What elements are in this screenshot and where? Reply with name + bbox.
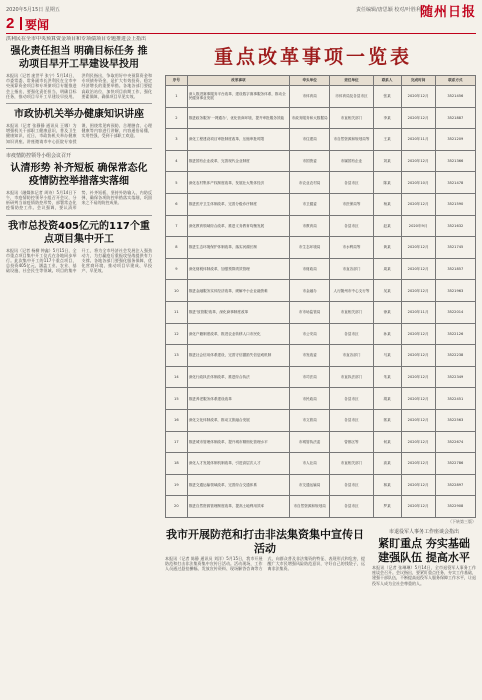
- reform-item: 推进社会信用体系建设，完善守信激励失信惩戒机制: [187, 345, 289, 367]
- divider: [6, 103, 152, 104]
- story-headline: 我市总投资405亿元的117个重点项目集中开工: [8, 220, 150, 245]
- column-header: 联系人: [373, 76, 401, 86]
- responsible-unit: 市自然资源和规划局等: [330, 129, 373, 151]
- lead-unit: 市农业农村局: [289, 172, 329, 194]
- table-row: [166, 453, 476, 475]
- lead-unit: 市司法局: [289, 366, 329, 388]
- row-number: 1: [166, 86, 188, 108]
- divider: [6, 215, 152, 216]
- row-number: 7: [166, 215, 188, 237]
- contact-phone: 3522674: [435, 431, 475, 453]
- contact-phone: 3522349: [435, 366, 475, 388]
- table-row: [166, 474, 476, 496]
- row-number: 3: [166, 129, 188, 151]
- story-kicker: 市疫情防控领导小组会议召开: [6, 152, 72, 159]
- table-row: [166, 258, 476, 280]
- row-number: 15: [166, 388, 188, 410]
- table-row: [166, 323, 476, 345]
- row-number: 6: [166, 193, 188, 215]
- contact-person: 郭某: [373, 409, 401, 431]
- lead-unit: 市文旅局: [289, 409, 329, 431]
- table-row: [166, 215, 476, 237]
- row-number: 10: [166, 280, 188, 302]
- responsible-unit: 市直执法部门: [330, 366, 373, 388]
- row-number: 16: [166, 409, 188, 431]
- reform-item: 深化行政执法体制改革，推进综合执法: [187, 366, 289, 388]
- contact-phone: 3522126: [435, 323, 475, 345]
- lead-unit: 市财政局: [289, 258, 329, 280]
- contact-person: 高某: [373, 453, 401, 475]
- deadline: 2020年12月: [401, 366, 435, 388]
- responsible-unit: 各县市区: [330, 172, 373, 194]
- deadline: 2020年12月: [401, 474, 435, 496]
- continued-note: （下转第三版）: [448, 519, 476, 524]
- deadline: 2020年12月: [401, 409, 435, 431]
- table-row: [166, 172, 476, 194]
- deadline: 2020年12月: [401, 431, 435, 453]
- table-row: [166, 237, 476, 259]
- deadline: 2020年12月: [401, 258, 435, 280]
- reform-item: 深化人才发展体制机制改革，引进高层次人才: [187, 453, 289, 475]
- deadline: 2020年12月: [401, 193, 435, 215]
- responsible-unit: 市直各部门: [330, 345, 373, 367]
- contact-phone: 3521366: [435, 150, 475, 172]
- lead-unit: 市金融办: [289, 280, 329, 302]
- reform-item: 推进交通运输领域改革，完善综合交通体系: [187, 474, 289, 496]
- story-headline: 紧盯重点 夯实基础 建强队伍 提高水平: [378, 537, 470, 564]
- responsible-unit: 市医保局等: [330, 193, 373, 215]
- contact-phone: 3521632: [435, 215, 475, 237]
- lead-unit: 市发改委: [289, 345, 329, 367]
- contact-person: 马某: [373, 345, 401, 367]
- table-row: [166, 150, 476, 172]
- deadline: 2020年12月: [401, 388, 435, 410]
- story-key-projects: [6, 220, 152, 274]
- row-number: 18: [166, 453, 188, 475]
- deadline: 2020年12月: [401, 150, 435, 172]
- contact-phone: 3522014: [435, 301, 475, 323]
- column-header: 牵头单位: [289, 76, 329, 86]
- responsible-unit: 各县市区: [330, 409, 373, 431]
- reform-item: 深化工程建设项目审批制度改革，压缩审批时限: [187, 129, 289, 151]
- row-number: 11: [166, 301, 188, 323]
- reform-item: 推进政务服务'一网通办'，优化营商环境，提升审批服务效能: [187, 107, 289, 129]
- lead-unit: 市卫健委: [289, 193, 329, 215]
- lead-unit: 市民政局: [289, 388, 329, 410]
- lead-unit: 市自然资源和规划局: [289, 496, 329, 518]
- responsible-unit: 市直相关部门: [330, 107, 373, 129]
- deadline: 2020年12月: [401, 453, 435, 475]
- story-veterans-affairs: [372, 528, 476, 696]
- row-number: 12: [166, 323, 188, 345]
- lead-unit: 市公安局: [289, 323, 329, 345]
- contact-phone: 3521857: [435, 258, 475, 280]
- table-row: [166, 388, 476, 410]
- contact-phone: 3521478: [435, 172, 475, 194]
- contact-person: 吴某: [373, 280, 401, 302]
- contact-person: 林某: [373, 474, 401, 496]
- reform-items-table: [165, 75, 476, 518]
- contact-person: 孙某: [373, 323, 401, 345]
- lead-unit: 市住建局: [289, 129, 329, 151]
- story-body: 本报讯（记者 杨柳 钟鑫）5月15日，全市重点项目集中开工仪式在各地同步举行。此次集中开工的117个重点项目，总投资405亿元，涵盖工业、农业、基础设施、社会民生等领域。项目的集中开工，将为全市经济社会发展注入强劲动力，为打赢疫后重振攻坚战提供有力支撑。各地各部门要强化服务保障，优化营商环境，推动项目早建成、早投产、早见效。: [6, 247, 152, 274]
- reform-item: 深化教育领域综合改革，推进义务教育均衡发展: [187, 215, 289, 237]
- table-row: [166, 193, 476, 215]
- deadline: 2020年12月: [401, 280, 435, 302]
- deadline: 2020年11月: [401, 129, 435, 151]
- row-number: 2: [166, 107, 188, 129]
- row-number: 17: [166, 431, 188, 453]
- deadline: 2020年12月: [401, 496, 435, 518]
- responsible-unit: 市体育局及各县市区: [330, 86, 373, 108]
- contact-phone: 3522897: [435, 474, 475, 496]
- story-project-meeting: [6, 36, 152, 99]
- responsible-unit: 市水利局等: [330, 237, 373, 259]
- contact-phone: 3522563: [435, 409, 475, 431]
- column-header: 联系方式: [435, 76, 475, 86]
- contact-phone: 3521209: [435, 129, 475, 151]
- responsible-unit: 各县市区: [330, 496, 373, 518]
- reform-item: 推进生态环境保护体制改革，落实河湖长制: [187, 237, 289, 259]
- table-row: [166, 301, 476, 323]
- row-number: 4: [166, 150, 188, 172]
- story-headline: 强化责任担当 明确目标任务 推动项目早开工早建设早投用: [10, 46, 148, 70]
- reform-item: 深化财税体制改革，加强预算绩效管理: [187, 258, 289, 280]
- responsible-unit: 各县市区: [330, 474, 373, 496]
- contact-person: 周某: [373, 258, 401, 280]
- reform-item: 推进城市管理体制改革，提升城市精细化管理水平: [187, 431, 289, 453]
- row-number: 13: [166, 345, 188, 367]
- table-row: [166, 129, 476, 151]
- table-header-row: [166, 76, 476, 86]
- divider: [6, 148, 152, 149]
- column-header: 改革事项: [187, 76, 289, 86]
- deadline: 2020年12月: [401, 323, 435, 345]
- row-number: 9: [166, 258, 188, 280]
- column-header: 序号: [166, 76, 188, 86]
- contact-person: 杨某: [373, 193, 401, 215]
- contact-phone: 3522786: [435, 453, 475, 475]
- reform-item: 推进医疗卫生体制改革，完善分级诊疗制度: [187, 193, 289, 215]
- responsible-unit: 市直各部门: [330, 258, 373, 280]
- newspaper-logo: 随州日报: [419, 5, 476, 20]
- contact-person: 张某: [373, 86, 401, 108]
- contact-person: 朱某: [373, 366, 401, 388]
- reform-item: 推进自然资源管理制度改革，提高土地利用效率: [187, 496, 289, 518]
- story-body: 本报讯（融媒体记者 周诗）5月14日下午，市疫情防控领导小组召开会议，分析研判当前疫情防控形势，部署常态化疫情防控工作。会议强调，要认清形势，补齐短板，坚持外防输入、内防反弹，确保各项防控举措落实落细，巩固来之不易的防控成果。: [6, 189, 152, 211]
- story-body: 本报讯（记者 陈静 通讯员 刘洋）5月15日，我市开展防范和打击非法集资集中宣传日活动。活动现场，工作人员通过悬挂横幅、发放宣传资料、现场解答咨询等方式，向群众普及非法集资的特征、表现形式和危害，提醒广大市民增强风险防范意识，守好自己的钱袋子，远离非法集资。: [165, 556, 365, 572]
- story-epidemic-control: [6, 153, 152, 211]
- responsible-unit: 市直相关部门: [330, 301, 373, 323]
- row-number: 5: [166, 172, 188, 194]
- table-row: [166, 431, 476, 453]
- contact-phone: 3522451: [435, 388, 475, 410]
- story-health-lecture: [6, 108, 152, 144]
- row-number: 8: [166, 237, 188, 259]
- feature-title: 重点改革事项一览表: [213, 46, 412, 68]
- table-row: [166, 86, 476, 108]
- section-name: 要闻: [25, 18, 50, 32]
- issue-date: 2020年5月15日 星期五: [6, 7, 60, 13]
- contact-person: 黄某: [373, 237, 401, 259]
- reform-items-table-wrapper: [165, 75, 476, 517]
- lead-unit: 市政务服务和大数据局: [289, 107, 329, 129]
- responsible-unit: 曾都区等: [330, 431, 373, 453]
- contact-person: 胡某: [373, 388, 401, 410]
- contact-phone: 3521745: [435, 237, 475, 259]
- table-row: [166, 409, 476, 431]
- left-column: [6, 36, 152, 696]
- column-header: 责任单位: [330, 76, 373, 86]
- reform-item: 推进'放管服'改革，深化商事制度改革: [187, 301, 289, 323]
- reform-item: 推进养老服务体系建设改革: [187, 388, 289, 410]
- lead-unit: 市生态环境局: [289, 237, 329, 259]
- table-row: [166, 107, 476, 129]
- deadline: 2020年12月: [401, 345, 435, 367]
- deadline: 2020年10月: [401, 172, 435, 194]
- contact-phone: 3521456: [435, 86, 475, 108]
- column-header: 完成时间: [401, 76, 435, 86]
- row-number: 20: [166, 496, 188, 518]
- lead-unit: 市人社局: [289, 453, 329, 475]
- deadline: 2020年12月: [401, 237, 435, 259]
- reform-item: 深入推进赛事服务平台改革，建设数字赛事服务体系，推动全民健身事业发展: [187, 86, 289, 108]
- contact-person: 王某: [373, 129, 401, 151]
- story-kicker: 市退役军人事务工作座谈会指出: [388, 529, 459, 535]
- story-headline: 认清形势 补齐短板 确保常态化疫情防控举措落实落细: [10, 162, 148, 187]
- reform-item: 深化农村集体产权制度改革，发展壮大集体经济: [187, 172, 289, 194]
- responsible-unit: 市直相关部门: [330, 453, 373, 475]
- table-row: [166, 366, 476, 388]
- contact-phone: 3521963: [435, 280, 475, 302]
- contact-phone: 3522908: [435, 496, 475, 518]
- responsible-unit: 各县市区: [330, 323, 373, 345]
- contact-person: 刘某: [373, 150, 401, 172]
- lead-unit: 市市场监管局: [289, 301, 329, 323]
- table-row: [166, 280, 476, 302]
- editor-credits: 责任编辑/唐思颖 校对/叶胜利: [356, 7, 421, 13]
- story-kicker: 洪利民在全市中央预算资金项目和专项债项目专题推进会上指出: [6, 36, 147, 42]
- lead-unit: 市国资委: [289, 150, 329, 172]
- responsible-unit: 人行随州市中心支行等: [330, 280, 373, 302]
- row-number: 19: [166, 474, 188, 496]
- story-body: 本报讯（记者 张静静 通讯员 王娜）为增强机关干部职工健康意识，普及卫生健康知识，近日，市政协机关举办健康知识讲座。讲座邀请市中心医院专家授课，围绕常见病预防、合理膳食、心理健康等内容进行讲解，内容通俗易懂，实用性强，受到干部职工欢迎。: [6, 123, 152, 144]
- responsible-unit: 各县市区: [330, 388, 373, 410]
- contact-person: 罗某: [373, 496, 401, 518]
- deadline: 2020年9月: [401, 215, 435, 237]
- reform-item: 深化户籍制度改革，推进农业转移人口市民化: [187, 323, 289, 345]
- deadline: 2020年11月: [401, 301, 435, 323]
- section-header: [6, 15, 476, 34]
- contact-person: 何某: [373, 431, 401, 453]
- story-body: 本报讯（记者 张琳琳）5月14日，全市退役军人事务工作座谈会召开。会议指出，要紧盯重点任务，夯实工作基础，建强干部队伍，不断提高退役军人服务保障工作水平，让退役军人成为全社会尊重的人。: [372, 565, 476, 586]
- lead-unit: 市教育局: [289, 215, 329, 237]
- responsible-unit: 市属国有企业: [330, 150, 373, 172]
- masthead: [6, 4, 476, 20]
- contact-phone: 3521590: [435, 193, 475, 215]
- deadline: 2020年12月: [401, 86, 435, 108]
- responsible-unit: 各县市区: [330, 215, 373, 237]
- row-number: 14: [166, 366, 188, 388]
- section-divider: [20, 17, 22, 30]
- lead-unit: 市城管执法委: [289, 431, 329, 453]
- story-headline: 我市开展防范和打击非法集资集中宣传日活动: [166, 528, 364, 555]
- reform-item: 深化文化体制改革，推动文旅融合发展: [187, 409, 289, 431]
- contact-person: 徐某: [373, 301, 401, 323]
- contact-person: 赵某: [373, 215, 401, 237]
- story-body: 本报讯（记者 庞世平 张宁）5月14日，市委常委、常务副市长洪利民在全市中央预算资金项目和专项债项目专题推进会上指出，要强化责任担当，明确目标任务，推动项目早开工早建设早投用。洪利民指出，争取用好中央预算资金和专项债券资金，是扩大有效投资、稳定经济增长的重要举措。各地各部门要提高政治站位，加快项目前期工作，强化要素保障，确保项目早见实效。: [6, 73, 152, 99]
- contact-phone: 3521887: [435, 107, 475, 129]
- reform-item: 推进国有企业改革，完善现代企业制度: [187, 150, 289, 172]
- table-row: [166, 345, 476, 367]
- deadline: 2020年12月: [401, 107, 435, 129]
- contact-person: 陈某: [373, 172, 401, 194]
- contact-person: 李某: [373, 107, 401, 129]
- lead-unit: 市体育局: [289, 86, 329, 108]
- page-number: 2: [6, 15, 15, 32]
- story-illegal-fundraising: [165, 528, 365, 696]
- table-body: [166, 86, 476, 518]
- contact-phone: 3522238: [435, 345, 475, 367]
- table-row: [166, 496, 476, 518]
- reform-item: 推进金融服务实体经济改革，缓解中小企业融资难: [187, 280, 289, 302]
- story-headline: 市政协机关举办健康知识讲座: [14, 109, 144, 121]
- lead-unit: 市交通运输局: [289, 474, 329, 496]
